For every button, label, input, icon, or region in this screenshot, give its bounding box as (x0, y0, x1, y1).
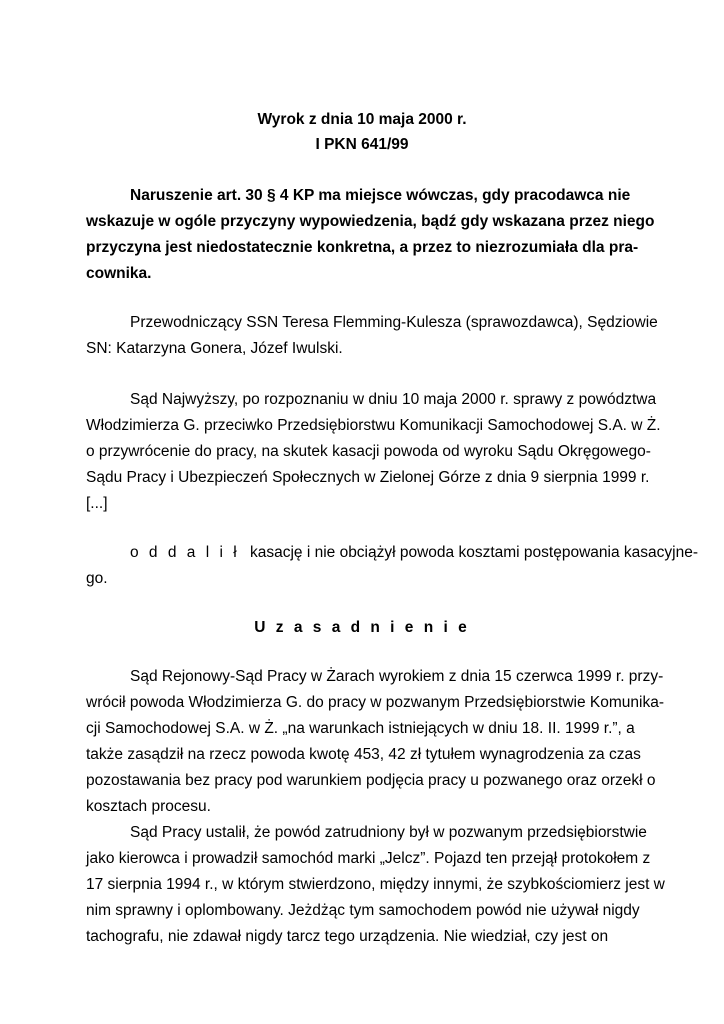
paragraph-line: Sąd Rejonowy-Sąd Pracy w Żarach wyrokiem z dnia 15 czerwca 1999 r. przy- (130, 668, 664, 685)
panel-line: SN: Katarzyna Gonera, Józef Iwulski. (86, 340, 343, 357)
thesis-line: cownika. (86, 265, 152, 282)
paragraph-line: pozostawania bez pracy pod warunkiem podjęcia pracy u pozwanego oraz orzekł o (86, 772, 656, 789)
thesis-line: Naruszenie art. 30 § 4 KP ma miejsce wówczas, gdy pracodawca nie (130, 187, 631, 204)
intro-line: Sąd Najwyższy, po rozpoznaniu w dniu 10 maja 2000 r. sprawy z powództwa (130, 391, 657, 408)
ruling-line (130, 543, 698, 563)
paragraph-line: jako kierowca i prowadził samochód marki „Jelcz”. Pojazd ten przejął protokołem z (86, 850, 651, 867)
panel-line: Przewodniczący SSN Teresa Flemming-Kulesza (sprawozdawca), Sędziowie (130, 314, 658, 331)
paragraph-line: Sąd Pracy ustalił, że powód zatrudniony był w pozwanym przedsiębiorstwie (130, 824, 647, 841)
case-number: I PKN 641/99 (315, 136, 409, 153)
intro-line: [...] (86, 495, 108, 512)
judgment-title: Wyrok z dnia 10 maja 2000 r. (257, 111, 467, 128)
paragraph-line: kosztach procesu. (86, 798, 211, 815)
justification-heading: U z a s a d n i e n i e (254, 619, 470, 636)
intro-line: Włodzimierza G. przeciwko Przedsiębiorstwu Komunikacji Samochodowej S.A. w Ż. (86, 417, 661, 434)
paragraph-line: wrócił powoda Włodzimierza G. do pracy w pozwanym Przedsiębiorstwie Komunika- (86, 694, 665, 711)
paragraph-line: 17 sierpnia 1994 r., w którym stwierdzono, między innymi, że szybkościomierz jest w (86, 876, 665, 893)
intro-line: o przywrócenie do pracy, na skutek kasacji powoda od wyroku Sądu Okręgowego- (86, 443, 651, 460)
paragraph-line: cji Samochodowej S.A. w Ż. „na warunkach istniejących w dniu 18. II. 1999 r.”, a (86, 720, 635, 737)
paragraph-line: także zasądził na rzecz powoda kwotę 453, 42 zł tytułem wynagrodzenia za czas (86, 746, 641, 763)
ruling-word: o d d a l i ł (130, 544, 240, 561)
ruling-text: kasację i nie obciążył powoda kosztami postępowania kasacyjne- (249, 544, 698, 561)
thesis-line: wskazuje w ogóle przyczyny wypowiedzenia, bądź gdy wskazana przez niego (86, 213, 655, 230)
paragraph-line: nim sprawny i oplombowany. Jeżdżąc tym samochodem powód nie używał nigdy (86, 902, 640, 919)
paragraph-line: tachografu, nie zdawał nigdy tarcz tego urządzenia. Nie wiedział, czy jest on (86, 928, 609, 945)
thesis-line: przyczyna jest niedostatecznie konkretna, a przez to niezrozumiała dla pra- (86, 239, 639, 256)
intro-line: Sądu Pracy i Ubezpieczeń Społecznych w Zielonej Górze z dnia 9 sierpnia 1999 r. (86, 469, 650, 486)
ruling-line-end: go. (86, 570, 108, 587)
